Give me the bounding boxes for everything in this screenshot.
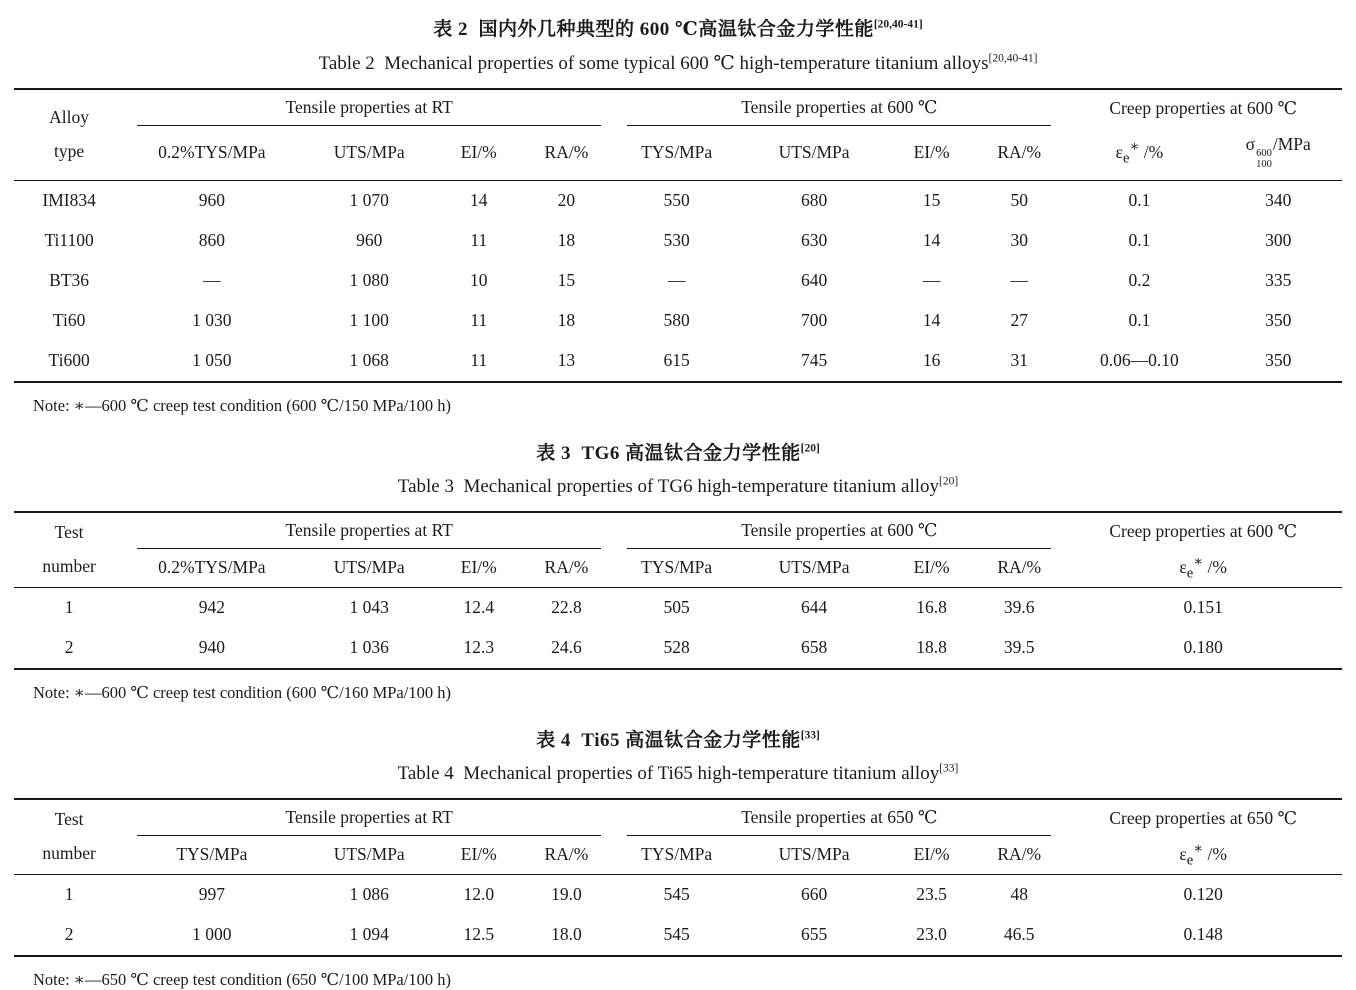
- column-header: EI/%: [889, 836, 974, 875]
- column-header: RA/%: [974, 126, 1064, 180]
- table-row: [14, 221, 1342, 261]
- table2-note: Note: ∗—600 ℃ creep test condition (600 ℃/150 MPa/100 h): [33, 395, 451, 415]
- table-cell: 0.2: [1128, 270, 1151, 291]
- table-cell: 1 036: [349, 637, 389, 658]
- table-row: [14, 341, 1342, 382]
- table-cell: 660: [800, 884, 828, 905]
- row-label: 2: [64, 924, 74, 945]
- table-cell: 22.8: [551, 597, 582, 618]
- table4-title-en: [14, 763, 1342, 785]
- table-cell: 640: [800, 270, 828, 291]
- title-text: Table 2 Mechanical properties of some typical 600 ℃ high-temperature titanium alloys: [318, 53, 989, 74]
- table-cell: 0.06—0.10: [1100, 350, 1179, 371]
- stub-header-line: Test: [54, 808, 84, 829]
- column-header: TYS/MPa: [614, 836, 739, 875]
- header-sub-row: [14, 836, 1342, 875]
- table-cell: 30: [1010, 230, 1028, 251]
- column-header: RA/%: [519, 549, 615, 588]
- table-cell: 11: [470, 350, 488, 371]
- table-cell: 39.6: [1003, 597, 1035, 618]
- table-cell: 860: [198, 230, 225, 251]
- table-cell: 48: [1010, 884, 1028, 905]
- header-group-row: [14, 799, 1342, 836]
- row-label: Ti60: [52, 310, 86, 331]
- group-header: Tensile properties at 600 ℃: [614, 512, 1064, 549]
- column-header: TYS/MPa: [124, 836, 299, 875]
- stub-header-line: Test: [54, 521, 84, 542]
- table-row: [14, 180, 1342, 221]
- column-header: EI/%: [439, 549, 519, 588]
- column-header: 0.2%TYS/MPa: [124, 126, 299, 180]
- table-cell: 14: [470, 190, 488, 211]
- header-sub-row: [14, 126, 1342, 180]
- column-header: RA/%: [974, 549, 1064, 588]
- table-cell: 1 094: [349, 924, 389, 945]
- table-cell: 745: [800, 350, 828, 371]
- table-cell: —: [203, 270, 221, 291]
- table2-title-en: [14, 52, 1342, 75]
- table-cell: 0.1: [1128, 190, 1151, 211]
- title-text: 表 3 TG6 高温钛合金力学性能: [536, 442, 801, 464]
- column-header: σ 600 100 /MPa: [1214, 126, 1342, 180]
- table-row: [14, 301, 1342, 341]
- table3-section: [14, 438, 1342, 703]
- table3-title-en: [14, 476, 1342, 498]
- table-cell: 14: [922, 310, 941, 331]
- table-cell: 700: [800, 310, 828, 331]
- table-cell: 12.0: [463, 884, 495, 905]
- table-cell: 1 000: [192, 924, 232, 945]
- table2-section: [14, 14, 1342, 416]
- table-cell: 0.1: [1128, 230, 1151, 251]
- stub-header: [14, 512, 124, 588]
- column-header: UTS/MPa: [739, 126, 889, 180]
- table-cell: 1 080: [349, 270, 389, 291]
- group-header: Creep properties at 600 ℃: [1109, 98, 1298, 118]
- table-cell: 20: [557, 190, 576, 211]
- column-header: $\varepsilon_e^∗$ /%: [1064, 549, 1342, 588]
- table3-title-cn: [14, 438, 1342, 465]
- table-cell: 11: [470, 310, 488, 331]
- table-cell: 18.0: [551, 924, 582, 945]
- column-header: RA/%: [974, 836, 1064, 875]
- table-cell: 0.180: [1183, 637, 1223, 658]
- table-cell: 12.3: [463, 637, 495, 658]
- table-row: [14, 587, 1342, 628]
- table-cell: 1 043: [349, 597, 389, 618]
- table-cell: 10: [470, 270, 488, 291]
- title-text: 表 2 国内外几种典型的 600 ℃高温钛合金力学性能: [433, 19, 874, 40]
- table-cell: 658: [800, 637, 828, 658]
- table-cell: 940: [198, 637, 225, 658]
- column-header: $\varepsilon_e^∗$ /%: [1064, 126, 1214, 180]
- column-header: $\varepsilon_e^∗$ /%: [1064, 836, 1342, 875]
- table-cell: 46.5: [1003, 924, 1035, 945]
- table-cell: 16.8: [916, 597, 947, 618]
- table-cell: 545: [663, 924, 690, 945]
- table-cell: 19.0: [551, 884, 582, 905]
- citation-ref: [20,40-41]: [988, 52, 1038, 65]
- table-cell: 13: [557, 350, 576, 371]
- column-header: UTS/MPa: [739, 836, 889, 875]
- table-cell: 1 100: [349, 310, 389, 331]
- group-header: Tensile properties at RT: [124, 799, 614, 836]
- table-cell: 644: [800, 597, 828, 618]
- stub-header-line: number: [42, 555, 96, 576]
- group-header: Tensile properties at RT: [124, 512, 614, 549]
- table-cell: 0.1: [1128, 310, 1151, 331]
- table-cell: 530: [663, 230, 690, 251]
- table-cell: 528: [663, 637, 690, 658]
- table-cell: 350: [1265, 350, 1292, 371]
- header-group-row: [14, 89, 1342, 126]
- title-text: Table 4 Mechanical properties of Ti65 high-temperature titanium alloy: [397, 762, 940, 784]
- table-cell: 0.151: [1183, 597, 1223, 618]
- table-cell: 1 086: [349, 884, 389, 905]
- stub-header: [14, 799, 124, 875]
- table-cell: 615: [663, 350, 690, 371]
- column-header: EI/%: [439, 126, 519, 180]
- table-cell: —: [667, 270, 686, 291]
- header-sub-row: [14, 549, 1342, 588]
- citation-ref: [33]: [800, 729, 820, 742]
- table-cell: 960: [198, 190, 225, 211]
- table-cell: 18.8: [916, 637, 947, 658]
- table-cell: 18: [557, 310, 576, 331]
- table-row: [14, 874, 1342, 915]
- header-group-row: [14, 512, 1342, 549]
- citation-ref: [33]: [939, 762, 959, 775]
- table-cell: 1 030: [192, 310, 232, 331]
- table-cell: 31: [1010, 350, 1028, 371]
- row-label: Ti1100: [44, 230, 94, 251]
- row-label: BT36: [49, 270, 90, 291]
- table-cell: 15: [922, 190, 941, 211]
- table-cell: 11: [470, 230, 488, 251]
- table3-note: Note: ∗—600 ℃ creep test condition (600 ℃/160 MPa/100 h): [33, 682, 451, 702]
- column-header: RA/%: [519, 126, 615, 180]
- column-header: EI/%: [889, 549, 974, 588]
- group-header: Creep properties at 600 ℃: [1109, 520, 1298, 541]
- group-header: Creep properties at 650 ℃: [1109, 807, 1298, 828]
- table2-mechanical-properties: [14, 88, 1342, 383]
- citation-ref: [20]: [800, 442, 820, 455]
- table-cell: —: [922, 270, 941, 291]
- table-cell: 50: [1010, 190, 1028, 211]
- column-header: EI/%: [439, 836, 519, 875]
- table-cell: 18: [557, 230, 576, 251]
- column-header: EI/%: [889, 126, 974, 180]
- table4-section: [14, 725, 1342, 990]
- row-label: Ti600: [48, 350, 90, 371]
- table-cell: 27: [1010, 310, 1028, 331]
- table-cell: 15: [557, 270, 576, 291]
- table-cell: 340: [1265, 190, 1292, 211]
- table-cell: 14: [922, 230, 941, 251]
- table-cell: 655: [800, 924, 828, 945]
- column-header: TYS/MPa: [614, 126, 739, 180]
- table-cell: 1 070: [349, 190, 389, 211]
- stub-header-line: number: [42, 842, 96, 863]
- row-label: IMI834: [42, 190, 96, 211]
- table-cell: 942: [198, 597, 225, 618]
- table3-mechanical-properties: [14, 511, 1342, 670]
- table-row: [14, 915, 1342, 956]
- table-row: [14, 628, 1342, 669]
- column-header: UTS/MPa: [300, 836, 439, 875]
- stub-header-line: Alloy: [49, 106, 90, 127]
- table-cell: 680: [800, 190, 828, 211]
- table-cell: 23.0: [916, 924, 947, 945]
- table-cell: 630: [800, 230, 828, 251]
- table4-note: Note: ∗—650 ℃ creep test condition (650 ℃/100 MPa/100 h): [33, 969, 451, 989]
- title-text: 表 4 Ti65 高温钛合金力学性能: [536, 729, 801, 751]
- group-header: Tensile properties at 600 ℃: [614, 89, 1064, 126]
- column-header: 0.2%TYS/MPa: [124, 549, 299, 588]
- column-header: RA/%: [519, 836, 615, 875]
- column-header: UTS/MPa: [300, 126, 439, 180]
- stub-header-line: type: [54, 140, 85, 161]
- table-cell: 12.4: [463, 597, 495, 618]
- table-cell: 300: [1265, 230, 1292, 251]
- column-header: UTS/MPa: [300, 549, 439, 588]
- table-cell: 12.5: [463, 924, 495, 945]
- column-header: TYS/MPa: [614, 549, 739, 588]
- table-cell: 550: [663, 190, 690, 211]
- table4-title-cn: [14, 725, 1342, 752]
- table-cell: 335: [1265, 270, 1292, 291]
- row-label: 1: [64, 597, 74, 618]
- group-header: Tensile properties at RT: [124, 89, 614, 126]
- table-cell: 1 050: [192, 350, 232, 371]
- table4-mechanical-properties: [14, 798, 1342, 957]
- table-cell: 505: [663, 597, 690, 618]
- table-cell: 0.120: [1183, 884, 1223, 905]
- table-cell: 1 068: [349, 350, 389, 371]
- stub-header: [14, 89, 124, 180]
- group-header: Tensile properties at 650 ℃: [614, 799, 1064, 836]
- table-cell: 960: [356, 230, 383, 251]
- table-cell: 580: [663, 310, 690, 331]
- table-cell: 997: [198, 884, 225, 905]
- table2-title-cn: [14, 14, 1342, 41]
- row-label: 1: [64, 884, 74, 905]
- table-cell: 0.148: [1183, 924, 1223, 945]
- table-row: [14, 261, 1342, 301]
- table-cell: 23.5: [916, 884, 947, 905]
- table-cell: 39.5: [1003, 637, 1035, 658]
- table-cell: 545: [663, 884, 690, 905]
- table-cell: 350: [1265, 310, 1292, 331]
- title-text: Table 3 Mechanical properties of TG6 high-temperature titanium alloy: [397, 475, 940, 497]
- citation-ref: [20]: [939, 475, 959, 488]
- citation-ref: [20,40-41]: [873, 18, 923, 31]
- table-cell: 16: [922, 350, 941, 371]
- column-header: UTS/MPa: [739, 549, 889, 588]
- table-cell: 24.6: [551, 637, 582, 658]
- table-cell: —: [1010, 270, 1028, 291]
- row-label: 2: [64, 637, 74, 658]
